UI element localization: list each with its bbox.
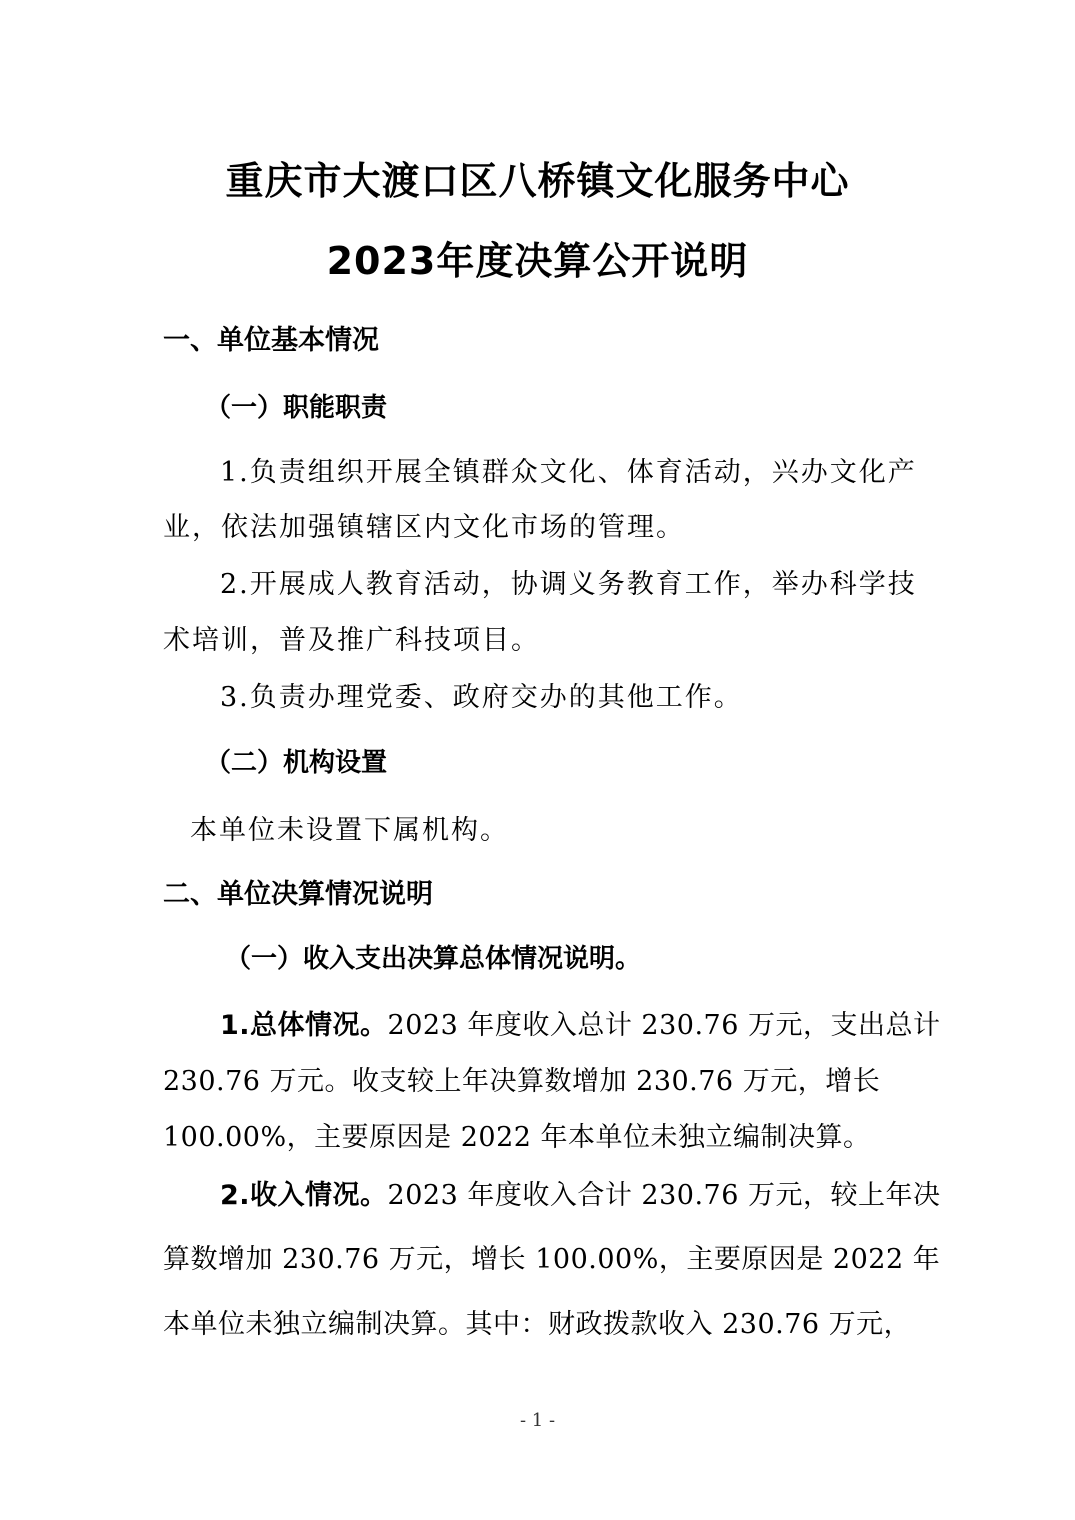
income-paragraph-line2: 算数增加 230.76 万元，增长 100.00%，主要原因是 2022 年	[163, 1244, 941, 1275]
duty-line-3: 2.开展成人教育活动，协调义务教育工作，举办科学技	[220, 569, 917, 600]
section1-sub1-heading: （一）职能职责	[205, 393, 388, 423]
duty-line-5: 3.负责办理党委、政府交办的其他工作。	[220, 682, 743, 713]
document-title-line2: 2023年度决算公开说明	[326, 239, 749, 283]
duty-line-1: 1.负责组织开展全镇群众文化、体育活动，兴办文化产	[220, 457, 917, 488]
section1-sub2-heading: （二）机构设置	[205, 748, 388, 778]
section2-heading: 二、单位决算情况说明	[163, 879, 433, 910]
income-text-1: 2023 年度收入合计 230.76 万元，较上年决	[387, 1180, 941, 1211]
overall-paragraph-line3: 100.00%，主要原因是 2022 年本单位未独立编制决算。	[163, 1122, 871, 1153]
document-title-line1: 重庆市大渡口区八桥镇文化服务中心	[225, 159, 850, 203]
duty-line-2: 业，依法加强镇辖区内文化市场的管理。	[163, 512, 685, 543]
duty-line-4: 术培训，普及推广科技项目。	[163, 625, 540, 656]
overall-label: 1.总体情况。	[220, 1010, 388, 1041]
income-label: 2.收入情况。	[220, 1180, 388, 1211]
page-number: - 1 -	[519, 1410, 556, 1431]
overall-paragraph-line1	[220, 1003, 940, 1042]
income-paragraph-line3: 本单位未独立编制决算。其中：财政拨款收入 230.76 万元，	[163, 1309, 912, 1340]
section1-heading: 一、单位基本情况	[163, 325, 379, 356]
income-paragraph-line1	[220, 1173, 940, 1212]
section2-sub1-heading: （一）收入支出决算总体情况说明。	[225, 944, 642, 974]
org-structure-text: 本单位未设置下属机构。	[190, 815, 509, 846]
overall-text-1: 2023 年度收入总计 230.76 万元，支出总计	[387, 1010, 941, 1041]
overall-paragraph-line2: 230.76 万元。收支较上年决算数增加 230.76 万元，增长	[163, 1066, 881, 1097]
